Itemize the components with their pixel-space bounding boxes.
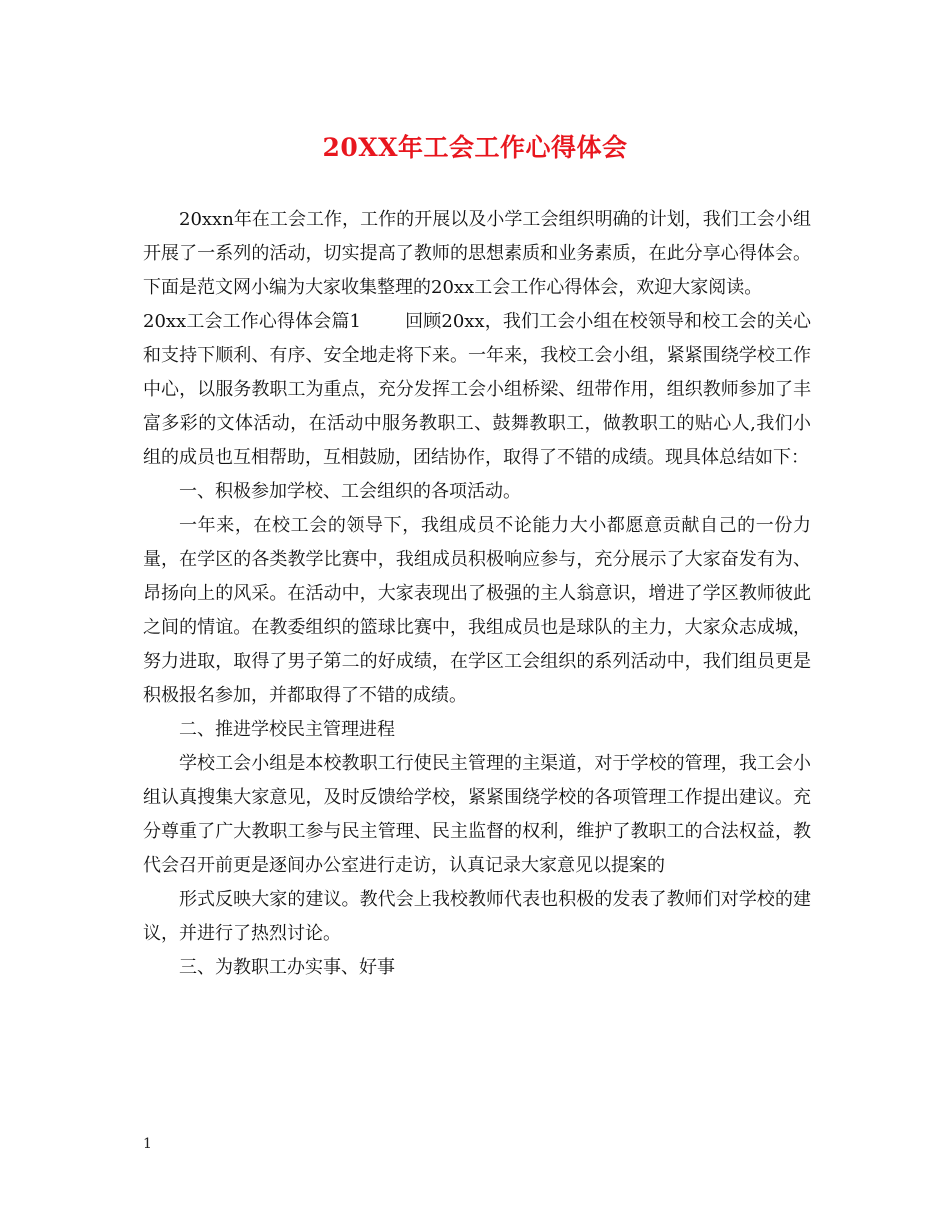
section-1-heading: 一、积极参加学校、工会组织的各项活动。: [179, 481, 521, 502]
section-2-heading: 二、推进学校民主管理进程: [179, 719, 395, 740]
section-1-body: 一年来，在校工会的领导下，我组成员不论能力大小都愿意贡献自己的一份力量，在学区的各类教学比赛中，我组成员积极响应参与，充分展示了大家奋发有为、昂扬向上的风采。在活动中，大家表现出了极强的主人翁意识，增进了学区教师彼此之间的情谊。在教委组织的篮球比赛中，我组成员也是球队的主力，大家众志成城，努力进取，取得了男子第二的好成绩，在学区工会组织的系列活动中，我们组员更是积极报名参加，并都取得了不错的成绩。: [143, 515, 811, 706]
page-number: 1: [143, 1136, 152, 1152]
section-3-heading: 三、为教职工办实事、好事: [179, 957, 395, 978]
article-heading: 20xx工会工作心得体会篇1: [143, 311, 361, 332]
section-2-body: 学校工会小组是本校教职工行使民主管理的主渠道，对于学校的管理，我工会小组认真搜集大家意见，及时反馈给学校，紧紧围绕学校的各项管理工作提出建议。充分尊重了广大教职工参与民主管理、民主监督的权利，维护了教职工的合法权益，教代会召开前更是逐间办公室进行走访，认真记录大家意见以提案的: [143, 753, 811, 876]
article-paragraph: [143, 305, 811, 475]
section-2-continuation: 形式反映大家的建议。教代会上我校教师代表也积极的发表了教师们对学校的建议，并进行了热烈讨论。: [143, 889, 811, 944]
document-body: [143, 203, 811, 985]
document-title: 20XX年工会工作心得体会: [322, 133, 628, 162]
intro-paragraph: 20xxn年在工会工作，工作的开展以及小学工会组织明确的计划，我们工会小组开展了一系列的活动，切实提高了教师的思想素质和业务素质，在此分享心得体会。下面是范文网小编为大家收集整理的20xx工会工作心得体会，欢迎大家阅读。: [143, 209, 811, 298]
article-lead: 回顾20xx，我们工会小组在校领导和校工会的关心和支持下顺利、有序、安全地走将下来。一年来，我校工会小组，紧紧围绕学校工作中心，以服务教职工为重点，充分发挥工会小组桥梁、纽带作用，组织教师参加了丰富多彩的文体活动，在活动中服务教职工、鼓舞教职工，做教职工的贴心人,我们小组的成员也互相帮助，互相鼓励，团结协作，取得了不错的成绩。现具体总结如下：: [143, 311, 811, 468]
